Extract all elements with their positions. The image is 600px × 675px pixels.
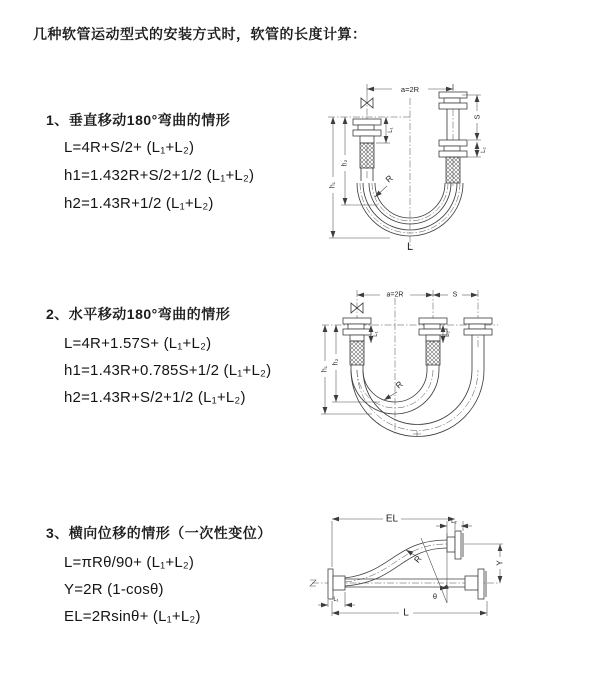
- d2-dim-l2-label: L₂: [445, 331, 451, 337]
- d1-dim-h2-label: h₂: [341, 159, 349, 167]
- radius-callout: [384, 379, 405, 400]
- d3-dim-l-label: L: [403, 607, 409, 619]
- dimension-a2r: [357, 292, 433, 299]
- d2-dim-a-label: a=2R: [386, 291, 404, 299]
- d1-dim-h1-label: h₁: [329, 181, 337, 189]
- braided-hose-section: [446, 157, 460, 183]
- formula-line: L=πRθ/90+ (L₁+L₂): [64, 554, 195, 571]
- d2-dim-h2-label: h₂: [332, 358, 340, 366]
- braided-hose-section: [360, 143, 374, 168]
- hose-u-bends: [351, 370, 484, 437]
- dimension-l2: [443, 325, 451, 343]
- section-3-heading: 3、横向位移的情形（一次性变位）: [46, 525, 272, 541]
- d1-dim-l2-label: L₂: [481, 147, 487, 153]
- d1-length-label: L: [406, 241, 414, 253]
- formula-line: Y=2R (1-cosθ): [64, 581, 164, 598]
- d3-dim-l1-label: L₁: [333, 597, 339, 603]
- dimension-s: [433, 292, 478, 299]
- formula-line: L=4R+1.57S+ (L₁+L₂): [64, 335, 212, 352]
- braided-hose-section: [426, 341, 440, 365]
- dimension-l1: [318, 592, 355, 607]
- d2-radius-label: R: [393, 378, 405, 391]
- d1-dim-a-label: a=2R: [400, 85, 420, 94]
- d3-dim-l2-label: L₂: [451, 519, 457, 525]
- diagram-horizontal-180-bend: [318, 288, 514, 440]
- left-flange: [328, 569, 345, 599]
- section-2-heading: 2、水平移动180°弯曲的情形: [46, 306, 231, 322]
- d3-radius-label: R: [411, 553, 424, 565]
- d3-dim-y-label: Y: [495, 560, 505, 566]
- d3-angle-label: θ: [432, 592, 438, 601]
- section-2-formulas: [64, 330, 271, 411]
- braided-hose-section: [350, 341, 364, 365]
- d1-dim-s-label: S: [472, 114, 482, 120]
- d2-dim-h1-label: h₁: [321, 365, 329, 373]
- d1-radius-label: R: [383, 172, 395, 185]
- section-1-formulas: [64, 134, 254, 218]
- formula-line: h1=1.43R+0.785S+1/2 (L₁+L₂): [64, 362, 272, 379]
- right-flange: [465, 569, 486, 599]
- dimension-s: [462, 95, 482, 140]
- formula-line: h2=1.43R+1/2 (L₁+L₂): [64, 195, 214, 212]
- left-fitting: [343, 318, 371, 370]
- d3-dim-el-label: EL: [385, 513, 399, 525]
- right-fitting-lower: [439, 140, 467, 183]
- d2-dim-l1-label: L₁: [373, 331, 379, 337]
- dimension-l1: [371, 325, 379, 343]
- formula-line: EL=2Rsinθ+ (L₁+L₂): [64, 608, 201, 625]
- page-title: 几种软管运动型式的安装方式时，软管的长度计算：: [33, 26, 367, 42]
- upper-flange: [447, 531, 463, 559]
- section-3-formulas: [64, 549, 201, 630]
- dimension-l: [332, 601, 487, 619]
- dimension-l2: [436, 519, 472, 536]
- formula-line: h2=1.43R+S/2+1/2 (L₁+L₂): [64, 389, 246, 406]
- radius-callout: [375, 173, 395, 197]
- d1-dim-l1-label: L₁: [388, 127, 394, 133]
- section-1-heading: 1、垂直移动180°弯曲的情形: [46, 112, 231, 128]
- radius-callout: [406, 550, 424, 565]
- formula-line: h1=1.432R+S/2+1/2 (L₁+L₂): [64, 167, 255, 184]
- d2-dim-s-label: S: [452, 291, 458, 299]
- angle-theta-construction: [421, 533, 447, 603]
- diagram-vertical-180-bend: [322, 78, 492, 254]
- diagram-lateral-displacement: [306, 510, 512, 622]
- formula-line: L=4R+S/2+ (L₁+L₂): [64, 139, 195, 156]
